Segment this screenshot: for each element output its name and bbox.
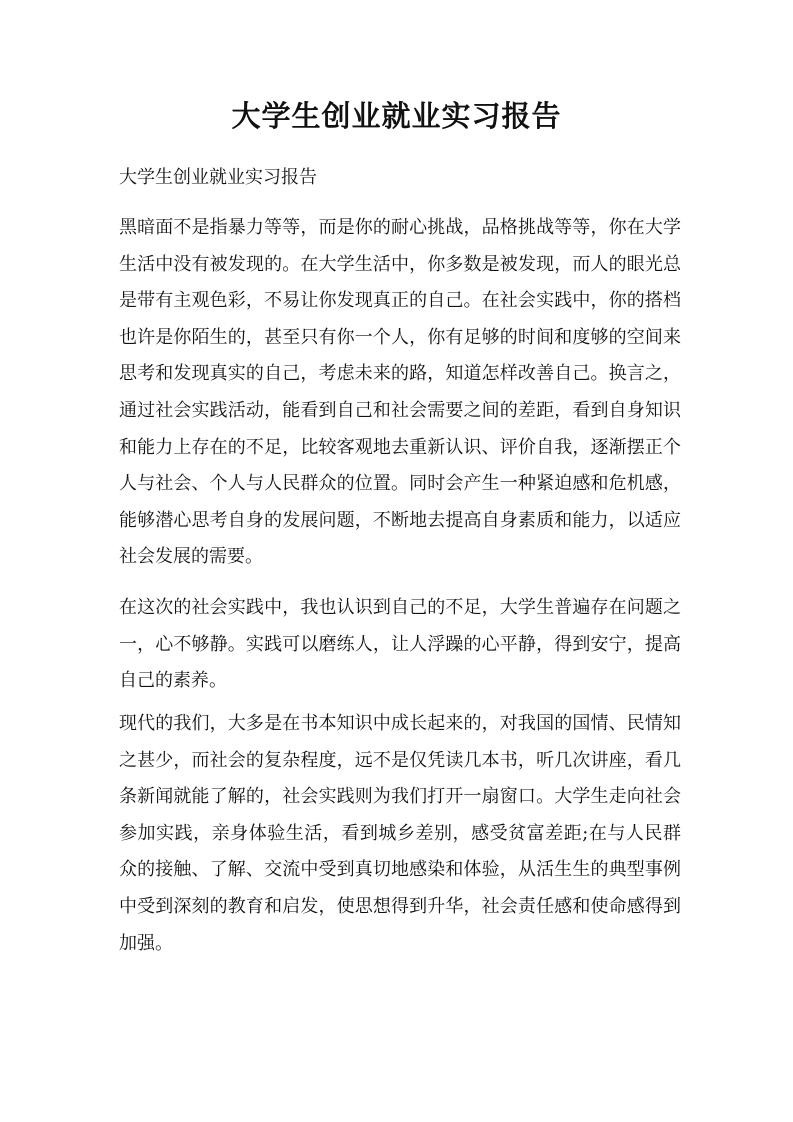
document-subtitle: 大学生创业就业实习报告 (119, 167, 317, 188)
body-paragraph: 黑暗面不是指暴力等等，而是你的耐心挑战，品格挑战等等，你在大学生活中没有被发现的。在大学生活中，你多数是被发现，而人的眼光总是带有主观色彩，不易让你发现真正的自己。在社会实践中，你的搭档也许是你陌生的，甚至只有你一个人，你有足够的时间和度够的空间来思考和发现真实的自己，考虑未来的路，知道怎样改善自己。换言之，通过社会实践活动，能看到自己和社会需要之间的差距，看到自身知识和能力上存在的不足，比较客观地去重新认识、评价自我，逐渐摆正个人与社会、个人与人民群众的位置。同时会产生一种紧迫感和危机感，能够潜心思考自身的发展问题，不断地去提高自身素质和能力，以适应社会发展的需要。 (119, 217, 681, 568)
body-paragraph: 在这次的社会实践中，我也认识到自己的不足，大学生普遍存在问题之一，心不够静。实践可以磨练人，让人浮躁的心平静，得到安宁，提高自己的素养。 (119, 597, 681, 692)
body-paragraph: 现代的我们，大多是在书本知识中成长起来的，对我国的国情、民情知之甚少，而社会的复杂程度，远不是仅凭读几本书，听几次讲座，看几条新闻就能了解的，社会实践则为我们打开一扇窗口。大学生走向社会参加实践，亲身体验生活，看到城乡差别，感受贫富差距;在与人民群众的接触、了解、交流中受到真切地感染和体验，从活生生的典型事例中受到深刻的教育和启发，使思想得到升华，社会责任感和使命感得到加强。 (119, 713, 681, 954)
document-title: 大学生创业就业实习报告 (231, 99, 562, 133)
